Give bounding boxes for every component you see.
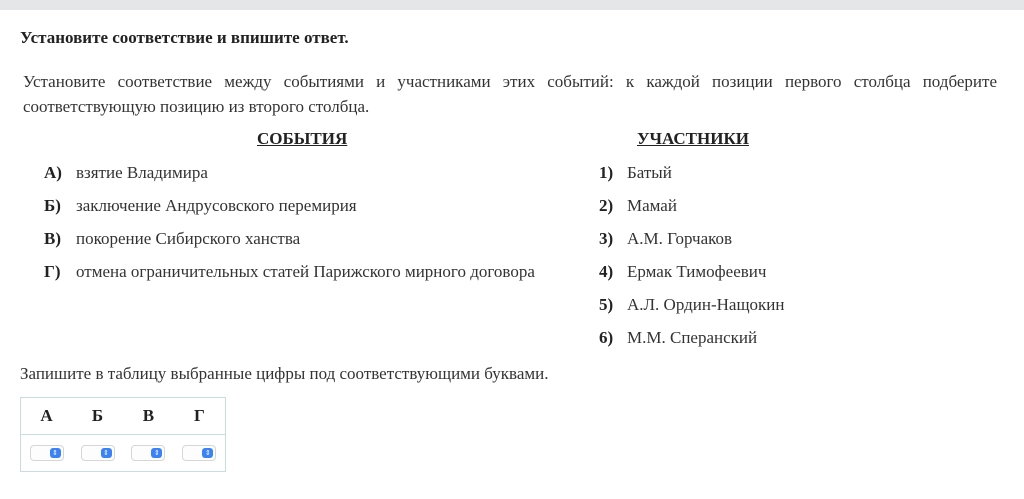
event-text: заключение Андрусовского перемирия	[76, 196, 357, 215]
event-marker: В)	[44, 229, 61, 248]
task-text: Установите соответствие между событиями и участниками этих событий: к каждой позиции первого столбца подберите соответствующую позицию из второго столбца.	[23, 72, 997, 116]
participant-text: Батый	[627, 163, 672, 182]
events-list	[44, 162, 535, 294]
select-arrows-icon: ⇕	[202, 448, 213, 458]
participant-marker: 1)	[599, 163, 614, 182]
answer-table	[20, 397, 226, 472]
answer-cell-b	[72, 435, 123, 472]
answer-select-v[interactable]	[131, 445, 165, 461]
answer-cell-a	[21, 435, 73, 472]
select-arrows-icon: ⇕	[101, 448, 112, 458]
event-item	[44, 228, 535, 261]
answer-cell-g	[174, 435, 226, 472]
event-text: взятие Владимира	[76, 163, 208, 182]
answer-select-a[interactable]	[30, 445, 64, 461]
select-arrows-icon: ⇕	[50, 448, 61, 458]
participant-item	[599, 228, 784, 261]
event-text: покорение Сибирского ханства	[76, 229, 301, 248]
answer-cell-v	[123, 435, 174, 472]
event-item	[44, 261, 535, 294]
participant-marker: 2)	[599, 196, 614, 215]
answer-header-g: Г	[174, 398, 226, 435]
participant-marker: 3)	[599, 229, 614, 248]
participant-text: А.Л. Ордин-Нащокин	[627, 295, 785, 314]
participant-text: А.М. Горчаков	[627, 229, 733, 248]
task-heading: Установите соответствие и впишите ответ.	[20, 28, 349, 47]
event-item	[44, 162, 535, 195]
events-column-title: СОБЫТИЯ	[257, 129, 348, 148]
participant-item	[599, 261, 784, 294]
event-marker: Б)	[44, 196, 61, 215]
answer-instruction: Запишите в таблицу выбранные цифры под соответствующими буквами.	[20, 364, 549, 383]
answer-select-b[interactable]	[81, 445, 115, 461]
top-bar	[0, 0, 1024, 10]
participant-text: М.М. Сперанский	[627, 328, 758, 347]
participant-item	[599, 327, 784, 360]
participant-text: Ермак Тимофеевич	[627, 262, 767, 281]
participant-marker: 4)	[599, 262, 614, 281]
answer-select-g[interactable]	[182, 445, 216, 461]
event-item	[44, 195, 535, 228]
answer-header-b: Б	[72, 398, 123, 435]
participant-item	[599, 162, 784, 195]
participant-item	[599, 294, 784, 327]
select-arrows-icon: ⇕	[151, 448, 162, 458]
event-text: отмена ограничительных статей Парижского мирного договора	[76, 262, 535, 281]
participant-marker: 6)	[599, 328, 614, 347]
participants-column-title: УЧАСТНИКИ	[637, 129, 749, 148]
participant-text: Мамай	[627, 196, 677, 215]
event-marker: А)	[44, 163, 62, 182]
event-marker: Г)	[44, 262, 61, 281]
participants-list	[599, 162, 784, 360]
participant-item	[599, 195, 784, 228]
answer-header-a: А	[21, 398, 73, 435]
answer-header-v: В	[123, 398, 174, 435]
participant-marker: 5)	[599, 295, 614, 314]
